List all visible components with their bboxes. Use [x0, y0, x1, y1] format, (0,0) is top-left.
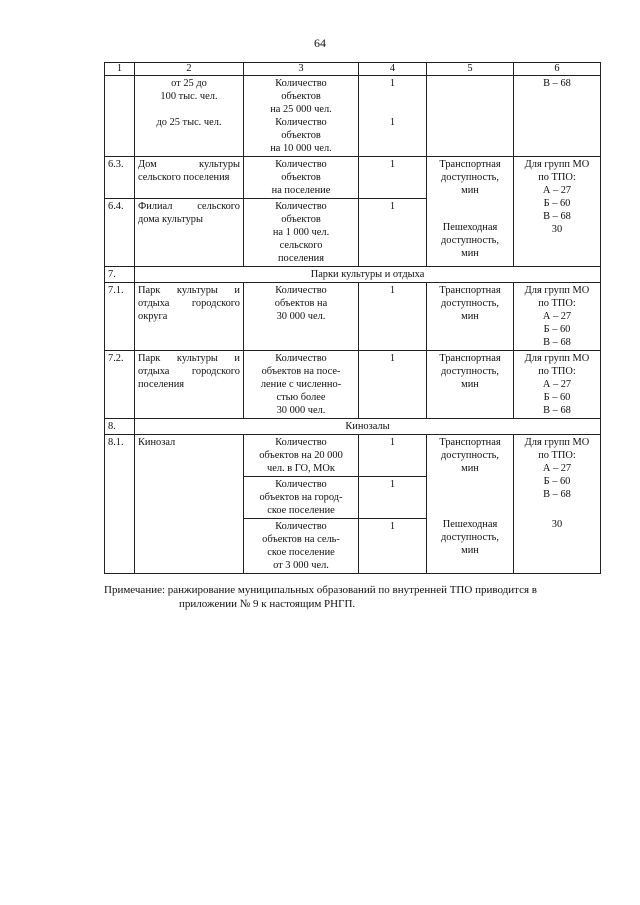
norm-cell [514, 157, 601, 267]
indicator-cell [244, 283, 359, 351]
object-name: Кинозал [135, 435, 244, 574]
footnote [104, 583, 600, 611]
indicator-text: Количество объектов на поселение [271, 159, 331, 196]
footnote-line: Примечание: ранжирование муниципальных образований по внутренней ТПО приводится в [104, 584, 537, 596]
norm-text: Для групп МО по ТПО: А – 27 Б – 60 В – 68 [524, 353, 590, 416]
accessibility-cell [427, 435, 514, 574]
section-number: 8. [105, 419, 135, 435]
value-text: 1 [359, 157, 427, 199]
footnote-line: приложении № 9 к настоящим РНГП. [179, 598, 356, 610]
indicator-text: Количество объектов на город- ское поселение [259, 479, 343, 516]
value-text: 1 [359, 435, 427, 477]
indicator-text: Количество объектов на 20 000 чел. в ГО, МОк [259, 437, 343, 474]
value-text: 1 [359, 199, 427, 267]
value-text: 1 [359, 351, 427, 419]
accessibility-cell [427, 76, 514, 157]
header-cell: 4 [359, 63, 427, 76]
section-number: 7. [105, 267, 135, 283]
object-name: Парк культуры и отдыха городского поселения [135, 351, 244, 419]
accessibility-cell [427, 157, 514, 267]
row-number: 7.1. [105, 283, 135, 351]
row-number: 6.4. [105, 199, 135, 267]
section-row [105, 419, 601, 435]
row-number: 8.1. [105, 435, 135, 574]
norm-cell [514, 283, 601, 351]
header-cell: 3 [244, 63, 359, 76]
section-row [105, 267, 601, 283]
indicator-cell [244, 351, 359, 419]
indicator-cell [244, 199, 359, 267]
accessibility-text: Пешеходная доступность, мин [440, 519, 500, 556]
value-text: 1 [359, 519, 427, 574]
indicator-text: Количество объектов на посе- ление с численно- стью более 30 000 чел. [260, 353, 342, 416]
object-name: Парк культуры и отдыха городского округа [135, 283, 244, 351]
object-name: Филиал сельского дома культуры [135, 199, 244, 267]
row-number: 6.3. [105, 157, 135, 199]
norm-text: Для групп МО по ТПО: А – 27 Б – 60 В – 68 [524, 285, 590, 348]
norm-text: Для групп МО по ТПО: А – 27 Б – 60 В – 68 [524, 159, 590, 222]
row-number: 7.2. [105, 351, 135, 419]
value-cell [359, 76, 427, 157]
object-name-cell [135, 76, 244, 157]
norm-text: 30 [551, 224, 563, 235]
indicator-cell [244, 519, 359, 574]
header-cell: 1 [105, 63, 135, 76]
table-row [105, 157, 601, 199]
norm-cell [514, 351, 601, 419]
norm-cell [514, 435, 601, 574]
indicator-cell [244, 76, 359, 157]
norm-text: 30 [551, 519, 563, 530]
accessibility-text: Транспортная доступность, мин [439, 437, 501, 474]
indicator-text: Количество объектов на 30 000 чел. [274, 285, 328, 322]
row-number-cell [105, 76, 135, 157]
norms-table [104, 62, 601, 574]
table-row [105, 351, 601, 419]
accessibility-text: Пешеходная доступность, мин [440, 222, 500, 259]
object-name: Дом культуры сельского поселения [135, 157, 244, 199]
norm-text: Для групп МО по ТПО: А – 27 Б – 60 В – 68 [524, 437, 590, 500]
value-text: 1 [389, 117, 396, 128]
header-cell: 5 [427, 63, 514, 76]
indicator-text: Количество объектов на 10 000 чел. [270, 117, 332, 154]
accessibility-text: Транспортная доступность, мин [439, 285, 501, 322]
object-name: до 25 тыс. чел. [156, 117, 222, 128]
header-row [105, 63, 601, 76]
accessibility-cell [427, 283, 514, 351]
indicator-text: Количество объектов на сель- ское поселение от 3 000 чел. [262, 521, 340, 571]
norm-text: В – 68 [543, 78, 571, 89]
value-text: 1 [389, 78, 396, 89]
accessibility-text: Транспортная доступность, мин [439, 159, 501, 196]
indicator-cell [244, 157, 359, 199]
object-name: от 25 до 100 тыс. чел. [160, 78, 218, 102]
indicator-text: Количество объектов на 1 000 чел. сельского поселения [272, 201, 330, 264]
table-row [105, 76, 601, 157]
accessibility-text: Транспортная доступность, мин [439, 353, 501, 390]
value-text: 1 [359, 477, 427, 519]
section-title: Кинозалы [135, 419, 601, 435]
value-text: 1 [359, 283, 427, 351]
header-cell: 2 [135, 63, 244, 76]
accessibility-cell [427, 351, 514, 419]
indicator-cell [244, 477, 359, 519]
table-row [105, 435, 601, 477]
section-title: Парки культуры и отдыха [135, 267, 601, 283]
indicator-cell [244, 435, 359, 477]
page-number: 64 [314, 36, 326, 50]
indicator-text: Количество объектов на 25 000 чел. [270, 78, 332, 115]
table-row [105, 283, 601, 351]
norm-cell [514, 76, 601, 157]
header-cell: 6 [514, 63, 601, 76]
